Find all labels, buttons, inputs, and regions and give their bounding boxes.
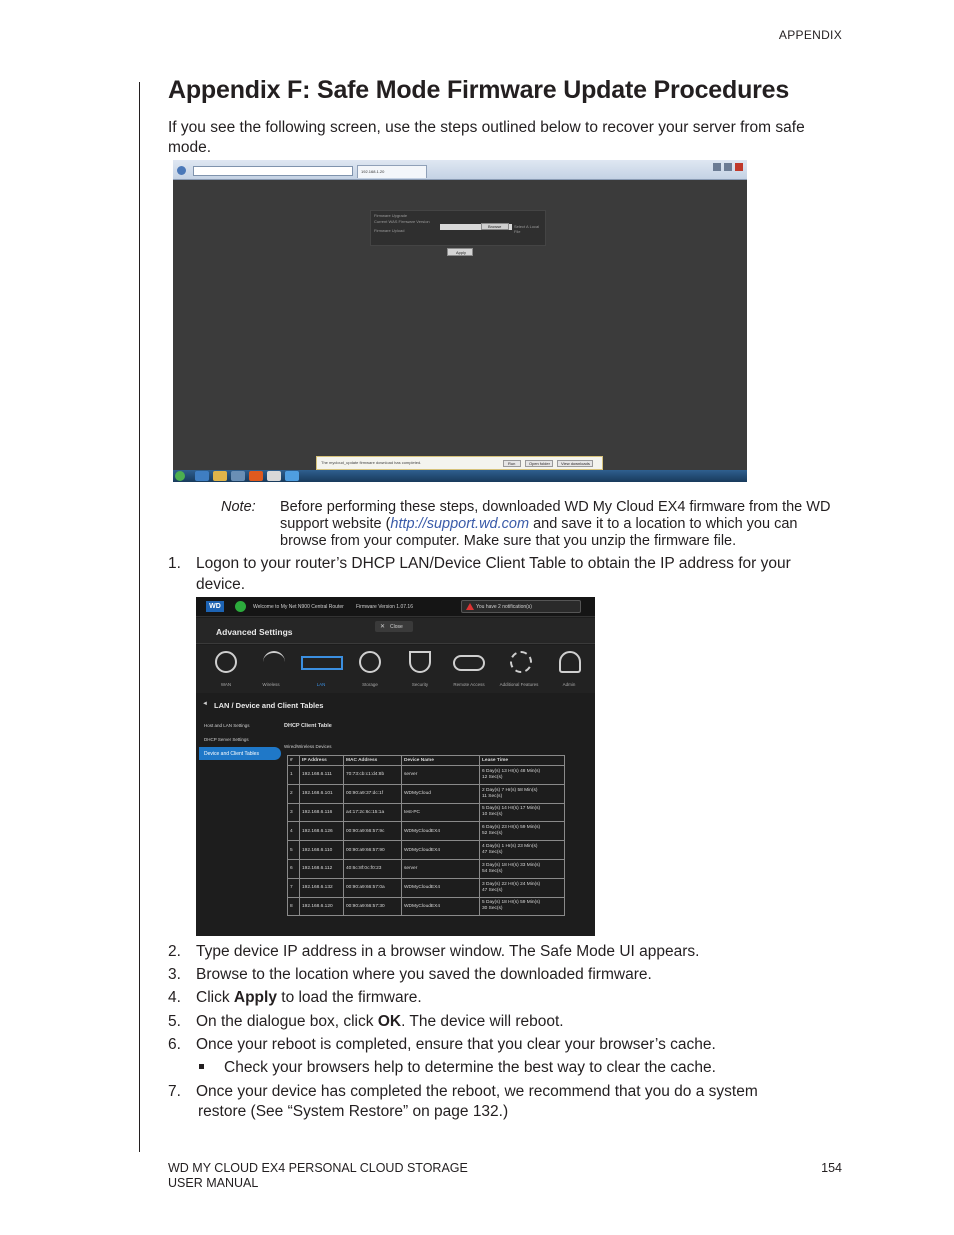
router-topbar	[196, 597, 595, 617]
table-cell: 70:73:cb:c1:d4:8b	[344, 766, 402, 785]
table-cell: 3 Day(s) 22 Hr(s) 24 Min(s) 47 Sec(s)	[480, 878, 565, 897]
step-text-pre: On the dialogue box, click	[196, 1013, 378, 1030]
step-number: 5.	[168, 1013, 181, 1030]
step-text-line2: device.	[196, 576, 246, 593]
icon-label-security: Security	[411, 682, 429, 687]
apply-label: Apply	[456, 250, 467, 255]
table-row	[288, 841, 565, 860]
step-text	[196, 988, 422, 1009]
open-folder-button[interactable]	[525, 460, 553, 467]
dhcp-table-title: DHCP Client Table	[284, 723, 332, 729]
view-downloads-button[interactable]	[557, 460, 593, 467]
note-label: Note:	[221, 499, 256, 515]
table-cell: 2 Day(s) 7 Hr(s) 58 Min(s) 11 Sec(s)	[480, 784, 565, 803]
table-cell: 192.168.6.132	[300, 878, 344, 897]
lan-section-title: LAN / Device and Client Tables	[214, 701, 324, 710]
column-header: Lease Time	[480, 756, 565, 766]
footer-product	[168, 1161, 468, 1191]
table-cell: 3 Day(s) 18 Hr(s) 33 Min(s) 54 Sec(s)	[480, 859, 565, 878]
table-cell: 00:90:a9:66:57:90	[344, 841, 402, 860]
browse-button[interactable]	[481, 223, 509, 230]
icon-label-wireless: Wireless	[262, 682, 280, 687]
intro-paragraph: If you see the following screen, use the steps outlined below to recover your server from safe mode.	[168, 119, 805, 156]
step-text-pre: Click	[196, 989, 234, 1006]
lan-icon[interactable]	[301, 656, 343, 670]
select-file-hint: Select A Local File	[514, 224, 540, 234]
step-number: 2.	[168, 943, 181, 960]
icon-label-remote-access: Remote Access	[453, 682, 485, 687]
support-link[interactable]: http://support.wd.com	[390, 516, 530, 532]
table-cell: 192.168.6.116	[300, 803, 344, 822]
table-cell: 192.168.6.120	[300, 897, 344, 916]
ie-taskbar-icon[interactable]	[195, 471, 209, 481]
open-folder-label: Open folder	[529, 461, 550, 466]
left-margin-rule	[139, 82, 140, 1152]
table-cell: WDMyCloudEX4	[402, 897, 480, 916]
page-number: 154	[821, 1161, 842, 1175]
wired-wireless-subtitle: Wired/Wireless Devices	[284, 744, 332, 749]
view-downloads-label: View downloads	[561, 461, 590, 466]
table-cell: test-PC	[402, 803, 480, 822]
column-header: MAC Address	[344, 756, 402, 766]
wireless-icon[interactable]	[263, 651, 285, 673]
table-cell: 00:90:a9:66:57:30	[344, 897, 402, 916]
close-label: Close	[390, 624, 403, 630]
section-arrow-icon: ◄	[202, 701, 208, 707]
start-icon[interactable]	[175, 471, 185, 481]
table-cell: WDMyCloudEX4	[402, 878, 480, 897]
run-button[interactable]	[503, 460, 521, 467]
step-text-bold: OK	[377, 1013, 402, 1030]
footer-line2: USER MANUAL	[168, 1176, 259, 1190]
step-text: Browse to the location where you saved the downloaded firmware.	[196, 966, 652, 983]
table-cell: 3	[288, 803, 300, 822]
note-text	[280, 499, 846, 550]
firmware-panel	[370, 210, 546, 246]
wan-globe-icon[interactable]	[215, 651, 237, 673]
browser-tab	[357, 165, 427, 178]
table-cell: 1	[288, 766, 300, 785]
table-row	[288, 784, 565, 803]
step-text-post: . The device will reboot.	[401, 1013, 564, 1030]
table-cell: 5	[288, 841, 300, 860]
dhcp-client-table	[287, 755, 565, 916]
bullet-square-icon	[199, 1064, 204, 1069]
browser-toolbar	[173, 160, 747, 180]
windows-taskbar	[173, 470, 747, 482]
table-cell: 7	[288, 878, 300, 897]
apply-button[interactable]	[447, 248, 473, 256]
page-title: Appendix F: Safe Mode Firmware Update Procedures	[168, 76, 790, 104]
table-cell: 4 Day(s) 1 Hr(s) 23 Min(s) 47 Sec(s)	[480, 841, 565, 860]
table-row	[288, 859, 565, 878]
step-text-line2: restore (See “System Restore” on page 132.)	[198, 1103, 509, 1120]
column-header: IP Address	[300, 756, 344, 766]
table-cell: 00:90:a9:66:57:9c	[344, 822, 402, 841]
media-taskbar-icon[interactable]	[231, 471, 245, 481]
additional-features-gear-icon[interactable]	[510, 651, 532, 673]
step-number: 4.	[168, 989, 181, 1006]
table-cell: 192.168.6.110	[300, 841, 344, 860]
download-notification-bar	[316, 456, 603, 470]
maximize-icon	[724, 163, 732, 171]
minimize-icon	[713, 163, 721, 171]
close-button[interactable]	[375, 621, 413, 632]
bullet-text: Check your browsers help to determine the best way to clear the cache.	[224, 1059, 716, 1076]
table-cell: 6	[288, 859, 300, 878]
status-dot-icon	[235, 601, 246, 612]
address-bar	[193, 166, 353, 176]
sidebar-active-label: Device and Client Tables	[204, 751, 259, 757]
step-number: 6.	[168, 1036, 181, 1053]
wd-logo: WD	[206, 601, 224, 612]
close-x-icon: ✕	[380, 624, 386, 630]
note-text-after: and save it to a location to which you can browse from your computer. Make sure that you unzip the firmware file.	[280, 516, 798, 549]
table-cell: 40:6c:8f:0c:f0:23	[344, 859, 402, 878]
table-cell: 6 Day(s) 23 Hr(s) 59 Min(s) 52 Sec(s)	[480, 822, 565, 841]
step-text-post: to load the firmware.	[276, 989, 422, 1006]
icon-label-wan: WAN	[220, 682, 232, 687]
note-text-before: Before performing these steps, downloaded WD My Cloud EX4 firmware from the WD support website (	[280, 499, 831, 532]
app-taskbar-icon[interactable]	[267, 471, 281, 481]
firefox-taskbar-icon[interactable]	[249, 471, 263, 481]
table-cell: server	[402, 859, 480, 878]
current-version-label: Current WAS Firmware Version	[374, 219, 430, 224]
admin-user-icon[interactable]	[559, 651, 581, 673]
notifications-text: You have 2 notification(s)	[476, 604, 532, 610]
warning-icon	[466, 603, 474, 610]
column-header: Device Name	[402, 756, 480, 766]
sidebar-item-host-lan[interactable]: Host and LAN Settings	[204, 723, 250, 728]
table-row	[288, 822, 565, 841]
table-cell: 00:90:a9:37:dc:1f	[344, 784, 402, 803]
table-cell: server	[402, 766, 480, 785]
run-label: Run	[508, 461, 516, 466]
table-row	[288, 897, 565, 916]
icon-label-lan: LAN	[316, 682, 326, 687]
browser-tab-label: 192.168.1.20	[361, 169, 385, 174]
table-row	[288, 766, 565, 785]
table-cell: WDMyCloudEX4	[402, 841, 480, 860]
table-header-row	[288, 756, 565, 766]
step-text	[196, 1012, 564, 1033]
sidebar-item-dhcp-server[interactable]: DHCP Server Settings	[204, 737, 249, 742]
table-cell: WDMyCloud	[402, 784, 480, 803]
router-firmware: Firmware Version 1.07.16	[356, 604, 413, 610]
app2-taskbar-icon[interactable]	[285, 471, 299, 481]
step-text: Logon to your router’s DHCP LAN/Device Client Table to obtain the IP address for your	[196, 555, 791, 572]
step-text: Once your reboot is completed, ensure that you clear your browser’s cache.	[196, 1036, 716, 1053]
table-cell: a4:17:2c:6c:15:1a	[344, 803, 402, 822]
step-number: 1.	[168, 555, 181, 572]
icon-label-additional-features: Additional Features	[499, 682, 539, 687]
step-text: Once your device has completed the reboot, we recommend that you do a system	[196, 1083, 758, 1100]
remote-access-cloud-icon[interactable]	[453, 655, 485, 671]
table-cell: 2	[288, 784, 300, 803]
step-number: 7.	[168, 1083, 181, 1100]
security-shield-icon[interactable]	[409, 651, 431, 673]
running-header: APPENDIX	[778, 28, 842, 42]
close-icon	[735, 163, 743, 171]
table-cell: 192.168.6.111	[300, 766, 344, 785]
back-icon	[177, 166, 186, 175]
step-text: Type device IP address in a browser window. The Safe Mode UI appears.	[196, 943, 700, 960]
table-cell: 5 Day(s) 14 Hr(s) 17 Min(s) 10 Sec(s)	[480, 803, 565, 822]
firmware-upload-label: Firmware Upload	[374, 228, 405, 233]
table-cell: 192.168.6.112	[300, 859, 344, 878]
settings-icon-row	[196, 645, 595, 693]
table-cell: 4	[288, 822, 300, 841]
router-client-table-screenshot	[196, 597, 595, 936]
table-row	[288, 878, 565, 897]
advanced-settings-title: Advanced Settings	[216, 627, 293, 637]
browse-label: Browse	[488, 224, 502, 229]
column-header: #	[288, 756, 300, 766]
advanced-settings-bar	[196, 618, 595, 644]
table-cell: 8	[288, 897, 300, 916]
table-cell: 6 Day(s) 13 Hr(s) 48 Min(s) 12 Sec(s)	[480, 766, 565, 785]
storage-icon[interactable]	[359, 651, 381, 673]
firmware-upgrade-label: Firmware Upgrade	[374, 213, 408, 218]
table-cell: WDMyCloudEX4	[402, 822, 480, 841]
footer-line1: WD MY CLOUD EX4 PERSONAL CLOUD STORAGE	[168, 1161, 468, 1175]
table-cell: 5 Day(s) 18 Hr(s) 59 Min(s) 30 Sec(s)	[480, 897, 565, 916]
router-welcome: Welcome to My Net N900 Central Router	[253, 604, 344, 610]
step-number: 3.	[168, 966, 181, 983]
table-row	[288, 803, 565, 822]
notifications-box[interactable]	[461, 600, 581, 613]
safe-mode-screenshot	[173, 160, 747, 482]
icon-label-admin: Admin	[562, 682, 576, 687]
step-text-bold: Apply	[233, 989, 277, 1006]
icon-label-storage: Storage	[362, 682, 378, 687]
explorer-taskbar-icon[interactable]	[213, 471, 227, 481]
sidebar-item-device-client-tables[interactable]	[199, 747, 281, 760]
download-message: The mycloud_update firmware download has completed.	[321, 460, 422, 465]
table-cell: 192.168.6.126	[300, 822, 344, 841]
table-cell: 192.168.6.101	[300, 784, 344, 803]
table-cell: 00:90:a9:66:57:0a	[344, 878, 402, 897]
